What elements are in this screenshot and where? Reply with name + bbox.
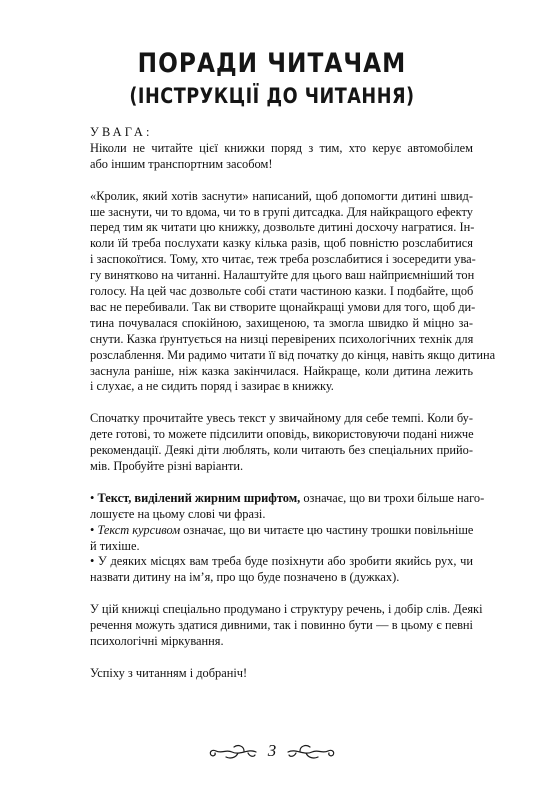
paragraph-line: ше заснути, чи то вдома, чи то в групі дитсадка. Для найкращого ефекту <box>90 204 473 219</box>
tip-bullet: • <box>90 490 95 505</box>
page-subtitle: (ІНСТРУКЦІЇ ДО ЧИТАННЯ) <box>129 84 415 108</box>
tip-gesture-line2: назвати дитину на ім’я, про що буде позначено в (дужках). <box>90 570 400 585</box>
paragraph-line: У цій книжці спеціально продумано і структуру речень, і добір слів. Деякі <box>90 602 483 617</box>
paragraph-line: тина почувалася спокійною, захищеною, та змогла швидко й міцно за- <box>90 315 473 330</box>
warning-block <box>90 125 473 173</box>
paragraph-line: перед тим як читати цю книжку, дозвольте дитині досхочу награтися. Ін- <box>90 220 475 235</box>
paragraph-line: голосу. На цей час дозвольте собі стати частиною казки. І подбайте, щоб <box>90 284 474 299</box>
tip-bullet: • <box>90 522 95 537</box>
tip-italic-line <box>90 523 473 539</box>
tip-italic-emphasis: Текст курсивом <box>97 522 181 537</box>
body-text <box>90 125 496 698</box>
paragraph-line: Спочатку прочитайте увесь текст у звичайному для себе темпі. Коли бу- <box>90 411 473 426</box>
paragraph-line: коли їй треба послухати казку кілька разів, щоб повністю розслабитися <box>90 236 473 251</box>
page-title: ПОРАДИ ЧИТАЧАМ <box>137 48 407 79</box>
paragraph-line: «Кролик, який хотів заснути» написаний, щоб допомогти дитині швид- <box>90 188 473 203</box>
page-footer <box>0 738 544 768</box>
tip-gesture-line: • У деяких місцях вам треба буде позіхнути або зробити якийсь рух, чи <box>90 554 473 569</box>
warning-line: Ніколи не читайте цієї книжки поряд з тим, хто керує автомобілем <box>90 140 473 155</box>
paragraph-line: рекомендації. Деякі діти люблять, коли читають без спеціальних прийо- <box>90 443 473 458</box>
closing-paragraph <box>90 666 473 682</box>
paragraph-line: дете готові, то можете підсилити оповідь, використовуючи подані нижче <box>90 427 474 442</box>
paragraph-line: розслаблення. Ми радимо читати її від початку до кінця, навіть якщо дитина <box>90 347 496 362</box>
warning-line: або іншим транспортним засобом! <box>90 156 273 171</box>
paragraph-line: вас не перебивали. Так ви створите щонайкращі умови для того, щоб ди- <box>90 299 476 314</box>
structure-paragraph <box>90 602 483 650</box>
paragraph-line: речення можуть здатися дивними, так і повинно бути — в цьому є певні <box>90 618 473 633</box>
tip-bold-text: означає, що ви трохи більше наго- <box>300 490 485 505</box>
tip-bold-line <box>90 490 485 507</box>
tip-italic-text: означає, що ви читаєте цю частину трошки повільніше <box>180 522 474 537</box>
tip-bold-line2: лошуєте на цьому слові чи фразі. <box>90 506 266 521</box>
warning-label: УВАГА: <box>90 125 153 139</box>
closing-line: Успіху з читанням і добраніч! <box>90 665 248 680</box>
page-number: 3 <box>267 741 277 760</box>
reading-paragraph <box>90 411 473 475</box>
tip-italic-line2: й тихіше. <box>90 538 140 553</box>
paragraph-line: і слухає, а не сидить поряд і зазирає в книжку. <box>90 379 334 394</box>
tip-bold-emphasis: Текст, виділений жирним шрифтом, <box>97 490 301 505</box>
tips-list <box>90 490 485 586</box>
page-heading <box>0 46 544 110</box>
intro-paragraph <box>90 188 496 396</box>
paragraph-line: і заспокоїтися. Тому, хто читає, теж треба розслабитися і зосередити ува- <box>90 252 476 267</box>
paragraph-line: заснула раніше, ніж казка закінчилася. Найкраще, коли дитина лежить <box>90 363 473 378</box>
paragraph-line: психологічні міркування. <box>90 633 224 648</box>
paragraph-line: гу винятково на читанні. Налаштуйте для цього ваш найприємніший тон <box>90 268 475 283</box>
paragraph-line: снути. Казка ґрунтується на низці перевірених психологічних технік для <box>90 331 474 346</box>
paragraph-line: мів. Пробуйте різні варіанти. <box>90 459 244 473</box>
